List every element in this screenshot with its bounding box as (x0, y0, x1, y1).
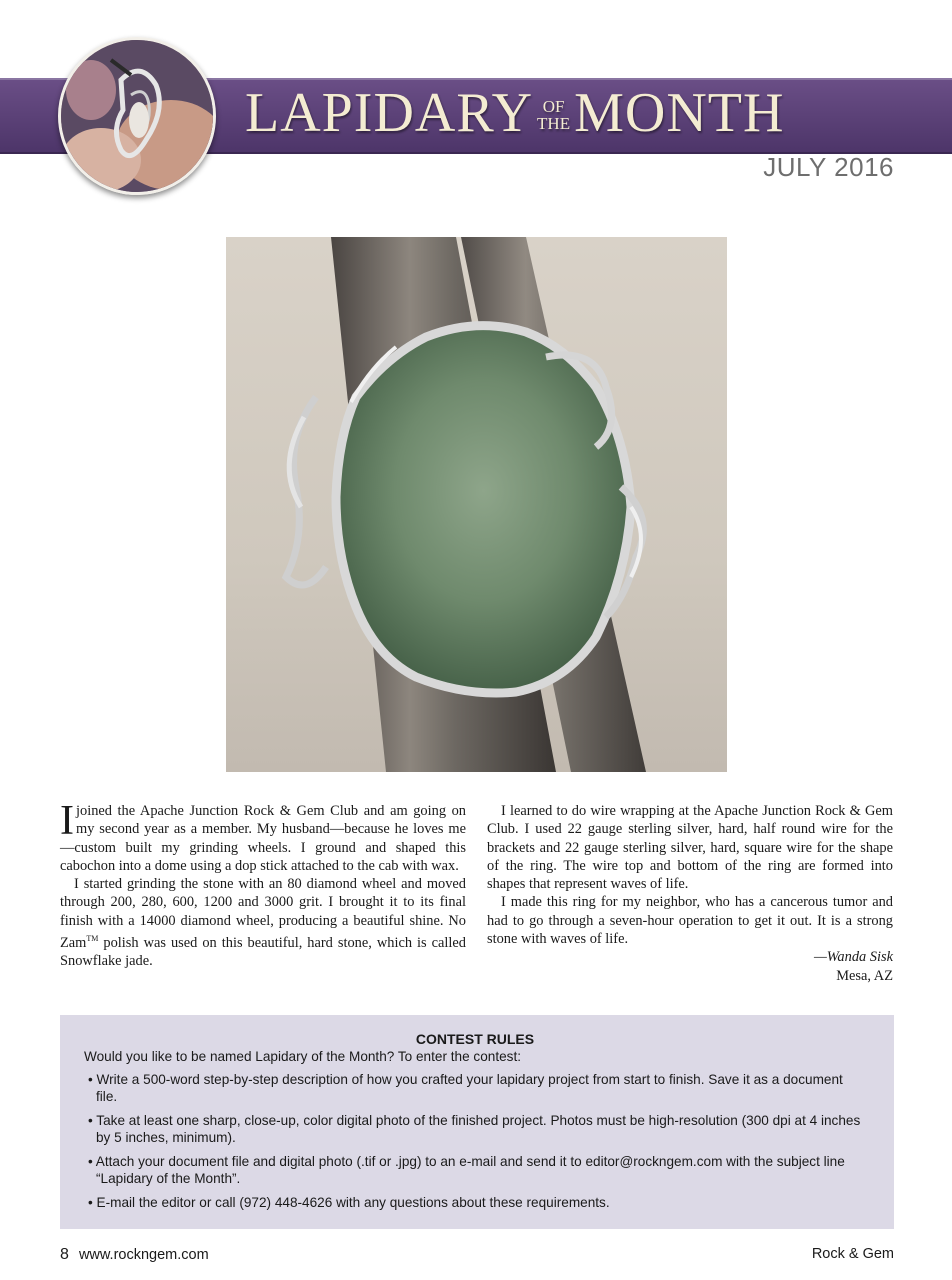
rules-item: • E-mail the editor or call (972) 448-4626 with any questions about these requirements. (84, 1194, 866, 1211)
ring-photo (226, 237, 727, 772)
footer-left (60, 1246, 209, 1264)
page-title (245, 80, 784, 146)
rules-item: • Take at least one sharp, close-up, color digital photo of the finished project. Photos must be high-resolution (300 dpi at 4 inches by 5 inches, minimum). (84, 1112, 866, 1146)
rules-item: • Attach your document file and digital photo (.tif or .jpg) to an e-mail and send it to editor@rockngem.com with the subject line “Lapidary of the Month”. (84, 1153, 866, 1187)
jade-ring-image (226, 237, 727, 772)
footer-magazine-name: Rock & Gem (811, 1246, 894, 1262)
footer-website: www.rockngem.com (78, 1247, 209, 1263)
header-logo-photo (58, 37, 216, 195)
article-right-column (487, 802, 893, 985)
article-left-column (60, 798, 466, 970)
rules-item: • Write a 500-word step-by-step description of how you crafted your lapidary project from start to finish. Save it as a document file. (84, 1071, 866, 1105)
rules-list (84, 1071, 866, 1211)
article-paragraph: I learned to do wire wrapping at the Apache Junction Rock & Gem Club. I used 22 gauge sterling silver, hard, half round wire for the brackets and 22 gauge sterling silver, hard, square wire for the shape of the ring. The wire top and bottom of the ring are formed into shapes that represent waves of life. (487, 803, 893, 893)
article-paragraph: I made this ring for my neighbor, who has a cancerous tumor and had to go through a seven-hour operation to get it out. It is a strong stone with waves of life. (487, 894, 893, 948)
issue-date: JULY 2016 (763, 152, 894, 182)
page-number: 8 (60, 1246, 69, 1263)
title-lapidary: LAPIDARY (245, 82, 534, 144)
hands-wire-icon (61, 40, 213, 192)
trademark-mark: TM (86, 934, 99, 944)
drop-cap: I (60, 798, 74, 844)
title-of: OF (542, 97, 565, 116)
title-month: MONTH (574, 82, 785, 144)
contest-rules-box (60, 1015, 894, 1229)
rules-title: CONTEST RULES (415, 1031, 535, 1047)
article-paragraph: I started grinding the stone with an 80 diamond wheel and moved through 200, 280, 600, 1200 and 3000 grit. I brought it to its final finish with a 14000 diamond wheel, producing a beautiful shine. No Zam™ polish was used on this beautiful, hard stone, which is called Snowflake jade. (60, 876, 466, 970)
rules-intro: Would you like to be named Lapidary of the Month? To enter the contest: (84, 1049, 522, 1064)
title-the: THE (537, 114, 571, 133)
title-of-the (537, 94, 570, 132)
author-signature: —Wanda Sisk (813, 949, 893, 966)
article-paragraph: Ijoined the Apache Junction Rock & Gem Club and am going on my second year as a member. My husband—because he loves me—custom built my grinding wheels. I ground and shaped this cabochon into a dome using a dop stick attached to the cab with wax. (60, 798, 466, 874)
author-location: Mesa, AZ (836, 967, 893, 984)
